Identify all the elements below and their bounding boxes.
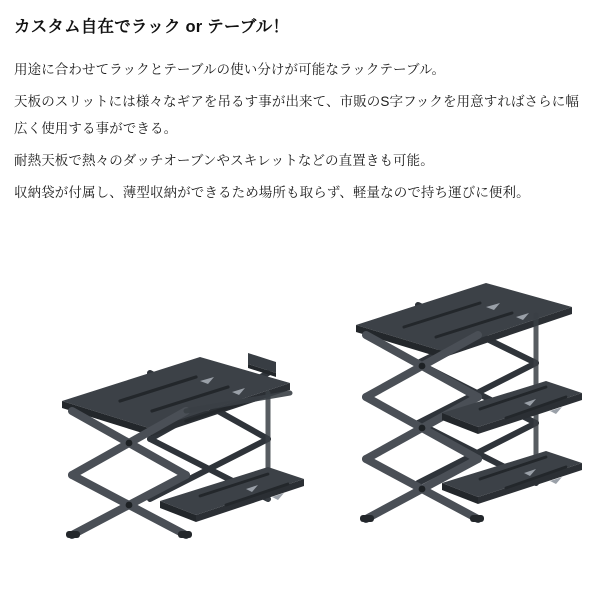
product-illustration	[0, 253, 600, 553]
description-paragraph-2: 天板のスリットには様々なギアを吊るす事が出来て、市販のS字フックを用意すればさらに幅広く使用する事ができる。	[14, 94, 579, 136]
left-product-group	[62, 353, 304, 538]
description-paragraph-3: 耐熱天板で熱々のダッチオーブンやスキレットなどの直置きも可能。	[14, 153, 434, 169]
right-product-group	[356, 283, 582, 522]
description-paragraph-4: 収納袋が付属し、薄型収納ができるため場所も取らず、軽量なので持ち運びに便利。	[14, 185, 530, 201]
rack-table-illustration-svg	[0, 253, 600, 553]
description-paragraph-1: 用途に合わせてラックとテーブルの使い分けが可能なラックテーブル。	[14, 62, 446, 78]
left-front-legs	[66, 411, 192, 538]
description-text-block	[14, 57, 586, 207]
page-title: カスタム自在でラック or テーブル！	[14, 18, 290, 36]
